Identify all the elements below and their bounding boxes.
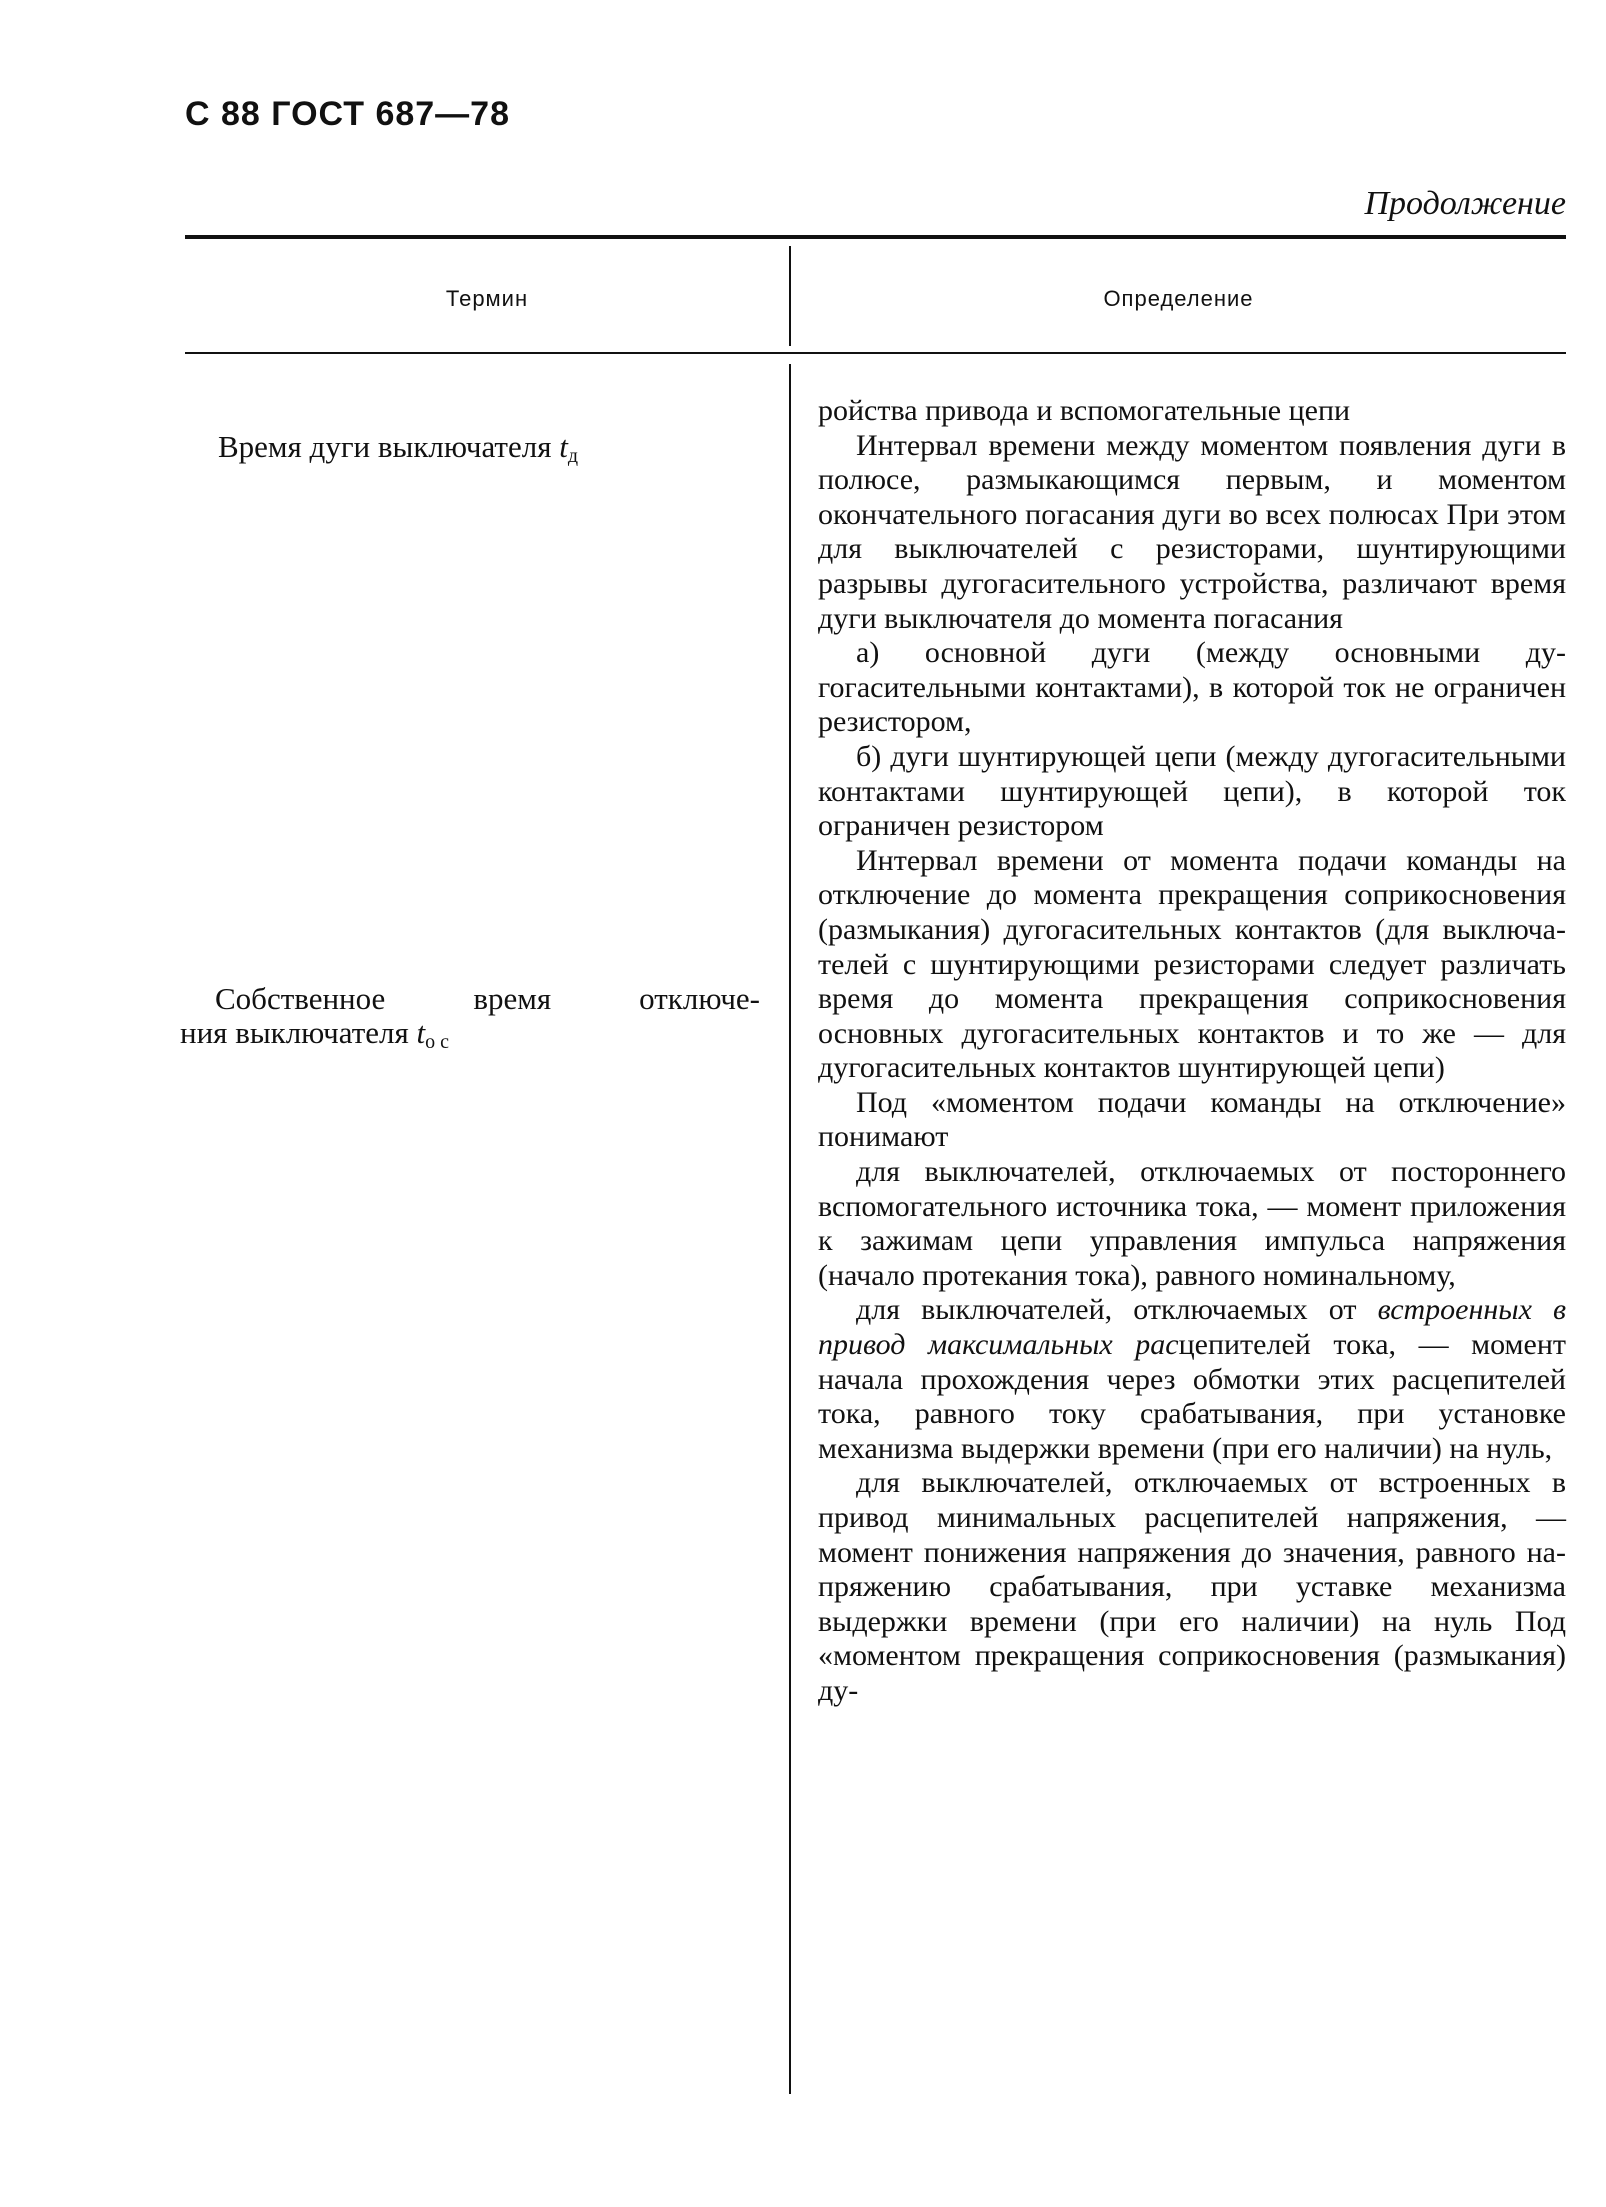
column-header-term: Термин — [445, 286, 529, 311]
page-header: С 88 ГОСТ 687—78 — [185, 95, 511, 133]
definition-text: цепителей тока, — момент начала прохождения через обмотки этих расцепителей тока, равного току срабатывания, при установке механизма выдержки времени (при его наличии) на нуль, — [818, 1328, 1567, 1465]
definition-paragraph — [818, 1293, 1566, 1466]
term-arc-time-symbol: t — [559, 429, 568, 464]
continuation-label: Продолжение — [1364, 185, 1566, 222]
table-header-rule — [185, 352, 1566, 354]
term-arc-time-text: Время дуги выключателя — [218, 429, 560, 464]
term-arc-time-subscript: д — [567, 445, 579, 467]
definition-paragraph: Интервал времени между моментом появления дуги в полюсе, размыкающимся первым, и моментом окончательного погасания дуги во всех полюсах При этом для выключателей с резисторами, шунтирующими разрывы дугогасительного устройства, различают время дуги выключателя до момента погасания — [818, 428, 1566, 635]
table-top-rule — [185, 235, 1566, 239]
definitions-column — [818, 394, 1566, 1709]
definition-paragraph: ройства привода и вспомогательные цепи — [818, 394, 1351, 427]
definition-paragraph: для выключателей, отключаемых от постороннего вспомогательного источника тока, — момент приложения к зажимам цепи управления импульса напряжения (начало протекания тока), равного номинальному, — [818, 1155, 1566, 1292]
term-opening-time-subscript: о с — [425, 1031, 450, 1053]
definition-paragraph: для выключателей, отключаемых от встроенных в привод минимальных расцепителей напряжения, — момент понижения напряжения до значения, равного напряжению срабатывания, при уставке механизма выдержки времени (при его наличии) на нуль Под «моментом прекращения соприкосновения (размыкания) ду- — [818, 1466, 1566, 1707]
term-opening-time-line1: Собственное время отключе- — [215, 981, 760, 1016]
term-arc-time — [180, 430, 760, 473]
column-divider-body — [789, 364, 791, 2094]
term-opening-time-line2: ния выключателя — [180, 1015, 417, 1050]
term-opening-time — [180, 982, 760, 1059]
definition-paragraph: Интервал времени от момента подачи команды на отключение до момента прекращения соприкосновения (размыкания) дугогасительных контактов (для выключателей с шунтирующими резисторами следует различать время до момента прекращения соприкосновения основных дугогасительных контактов и то же — для дугогасительных контактов шунтирующей цепи) — [818, 843, 1566, 1085]
definition-italic-text: встроенных в привод максимальных рас — [818, 1293, 1567, 1362]
column-header-definition: Определение — [1103, 286, 1254, 311]
definition-paragraph: Под «моментом подачи команды на отключение» понимают — [818, 1085, 1566, 1154]
term-opening-time-symbol: t — [416, 1015, 426, 1050]
definition-text: для выключателей, отключаемых от — [856, 1293, 1378, 1327]
definition-paragraph: б) дуги шунтирующей цепи (между дугогасительными контактами шунтирующей цепи), в которой ток ограничен резистором — [818, 739, 1566, 843]
definition-paragraph: а) основной дуги (между основными дугогасительными контактами), в которой ток не ограничен резистором, — [818, 636, 1566, 739]
